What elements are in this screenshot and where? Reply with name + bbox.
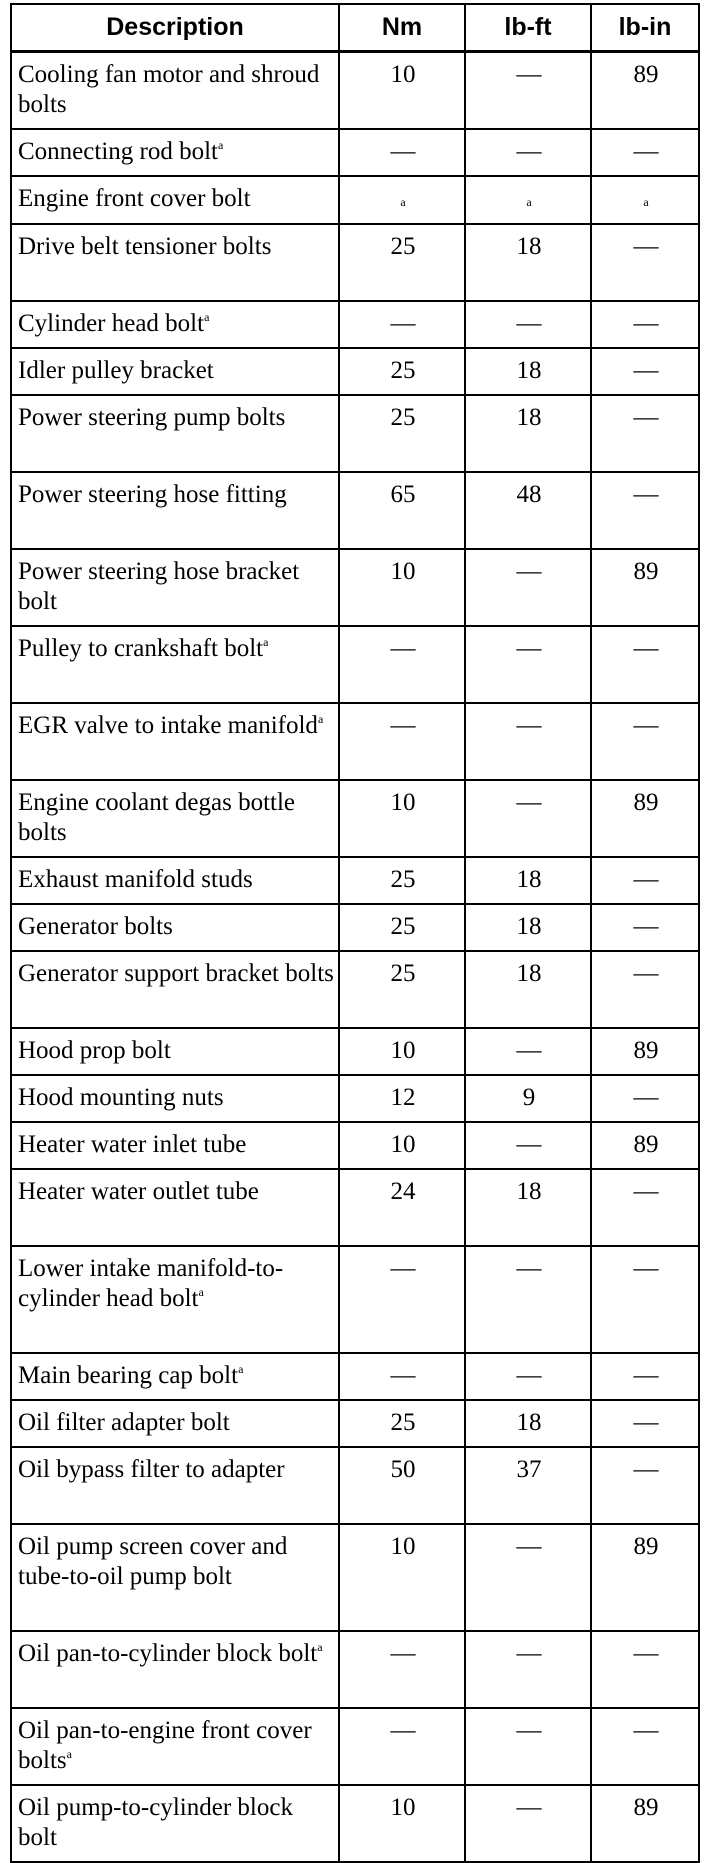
lb-in-cell: — [591,224,699,301]
lb-in-cell: — [591,1708,699,1785]
lb-ft-cell: — [465,52,591,130]
nm-cell: 12 [339,1075,465,1122]
table-row [11,1028,699,1075]
lb-in-cell: 89 [591,1028,699,1075]
lb-ft-cell: 18 [465,1400,591,1447]
description-cell: Pulley to crankshaft bolt$^a$ [11,626,339,703]
table-row [11,1785,699,1862]
nm-cell: — [339,1631,465,1708]
footnote-marker: a [238,1362,244,1376]
lb-ft-cell: 18 [465,951,591,1028]
table-row [11,703,699,780]
nm-cell: 24 [339,1169,465,1246]
lb-ft-cell: — [465,626,591,703]
lb-ft-cell: — [465,549,591,626]
description-cell: Hood mounting nuts [11,1075,339,1122]
table-row [11,857,699,904]
lb-in-cell: — [591,1075,699,1122]
lb-in-cell: — [591,301,699,348]
nm-cell: 25 [339,951,465,1028]
table-row [11,1631,699,1708]
table-row [11,129,699,176]
description-cell: Connecting rod bolt$^a$ [11,129,339,176]
lb-ft-cell: — [465,1028,591,1075]
lb-in-cell: 89 [591,52,699,130]
table-row [11,1708,699,1785]
description-cell: Oil pan-to-engine front cover bolts$^a$ [11,1708,339,1785]
lb-in-cell: — [591,1631,699,1708]
header-lb-ft: lb-ft [465,4,591,52]
footnote-marker: a [317,712,324,726]
nm-cell: — [339,626,465,703]
nm-cell: 25 [339,857,465,904]
nm-cell: 25 [339,1400,465,1447]
header-description: Description [11,4,339,52]
lb-ft-cell: — [465,1353,591,1400]
lb-ft-cell: — [465,703,591,780]
description-cell: Hood prop bolt [11,1028,339,1075]
lb-ft-cell: — [465,1246,591,1353]
header-lb-in: lb-in [591,4,699,52]
lb-in-cell: — [591,703,699,780]
lb-ft-cell: — [465,1122,591,1169]
table-row [11,1400,699,1447]
table-row [11,1169,699,1246]
nm-cell [339,176,465,224]
lb-in-cell: 89 [591,780,699,857]
lb-ft-cell: — [465,1785,591,1862]
table-row [11,780,699,857]
lb-in-cell: — [591,1169,699,1246]
lb-in-cell: — [591,348,699,395]
lb-in-cell: — [591,1447,699,1524]
description-cell: Heater water outlet tube [11,1169,339,1246]
footnote-marker: a [263,635,269,649]
description-cell: Power steering hose bracket bolt [11,549,339,626]
description-cell: Oil bypass filter to adapter [11,1447,339,1524]
header-nm: Nm [339,4,465,52]
lb-ft-cell: 18 [465,348,591,395]
lb-ft-cell: — [465,1631,591,1708]
lb-in-cell: 89 [591,1524,699,1631]
torque-spec-table [10,3,700,1863]
table-row [11,472,699,549]
table-row [11,549,699,626]
nm-cell: — [339,129,465,176]
table-row [11,224,699,301]
lb-in-cell: — [591,1353,699,1400]
lb-ft-cell: — [465,301,591,348]
lb-ft-cell: 18 [465,904,591,951]
lb-ft-cell: 18 [465,1169,591,1246]
lb-ft-cell: — [465,1524,591,1631]
description-cell: Power steering pump bolts [11,395,339,472]
table-row [11,176,699,224]
footnote-marker: a [217,138,224,152]
nm-cell: 25 [339,904,465,951]
nm-cell: — [339,1353,465,1400]
nm-cell: 25 [339,395,465,472]
footnote-marker: a [643,195,649,209]
lb-ft-cell: 18 [465,224,591,301]
lb-ft-cell: — [465,780,591,857]
lb-in-cell: — [591,857,699,904]
lb-ft-cell: — [465,129,591,176]
nm-cell: 10 [339,780,465,857]
description-cell: Main bearing cap bolt$^a$ [11,1353,339,1400]
description-cell: Exhaust manifold studs [11,857,339,904]
nm-cell: 10 [339,1028,465,1075]
lb-ft-cell: 37 [465,1447,591,1524]
description-cell: Idler pulley bracket [11,348,339,395]
footnote-marker: a [526,195,532,209]
footnote-marker: a [204,310,210,324]
table-row [11,395,699,472]
lb-in-cell: — [591,1246,699,1353]
table-row [11,52,699,130]
nm-cell: 10 [339,52,465,130]
footnote-marker: a [400,195,406,209]
table-row [11,951,699,1028]
lb-in-cell: — [591,951,699,1028]
nm-cell: 10 [339,1524,465,1631]
table-row [11,1353,699,1400]
lb-in-cell: 89 [591,1785,699,1862]
description-cell: Lower intake manifold-to-cylinder head bolt$^a$ [11,1246,339,1353]
lb-ft-cell [465,176,591,224]
table-row [11,904,699,951]
description-cell: Oil pan-to-cylinder block bolt$^a$ [11,1631,339,1708]
table-row [11,1075,699,1122]
lb-in-cell: — [591,395,699,472]
table-row [11,626,699,703]
description-cell: Drive belt tensioner bolts [11,224,339,301]
lb-ft-cell: 18 [465,857,591,904]
description-cell: Generator support bracket bolts [11,951,339,1028]
lb-in-cell: 89 [591,549,699,626]
lb-in-cell: — [591,472,699,549]
lb-ft-cell: 48 [465,472,591,549]
footnote-marker: a [66,1747,72,1761]
description-cell: Generator bolts [11,904,339,951]
lb-in-cell: — [591,129,699,176]
nm-cell: 10 [339,549,465,626]
header-row [11,4,699,52]
nm-cell: 10 [339,1785,465,1862]
description-cell: Oil filter adapter bolt [11,1400,339,1447]
nm-cell: — [339,1708,465,1785]
nm-cell: 25 [339,348,465,395]
table-row [11,301,699,348]
table-row [11,1447,699,1524]
description-cell: Heater water inlet tube [11,1122,339,1169]
description-cell: EGR valve to intake manifold$^a$ [11,703,339,780]
footnote-marker: a [317,1640,323,1654]
lb-ft-cell: 18 [465,395,591,472]
nm-cell: 25 [339,224,465,301]
table-row [11,1524,699,1631]
description-cell: Power steering hose fitting [11,472,339,549]
lb-in-cell [591,176,699,224]
nm-cell: — [339,301,465,348]
lb-ft-cell: 9 [465,1075,591,1122]
table-row [11,1122,699,1169]
nm-cell: 10 [339,1122,465,1169]
lb-in-cell: — [591,626,699,703]
footnote-marker: a [198,1285,204,1299]
description-cell: Oil pump-to-cylinder block bolt [11,1785,339,1862]
description-cell: Cooling fan motor and shroud bolts [11,52,339,130]
lb-ft-cell: — [465,1708,591,1785]
nm-cell: — [339,703,465,780]
nm-cell: 50 [339,1447,465,1524]
lb-in-cell: — [591,1400,699,1447]
table-row [11,1246,699,1353]
nm-cell: — [339,1246,465,1353]
description-cell: Engine front cover bolt [11,176,339,224]
lb-in-cell: 89 [591,1122,699,1169]
description-cell: Cylinder head bolt$^a$ [11,301,339,348]
nm-cell: 65 [339,472,465,549]
lb-in-cell: — [591,904,699,951]
description-cell: Engine coolant degas bottle bolts [11,780,339,857]
table-row [11,348,699,395]
description-cell: Oil pump screen cover and tube-to-oil pump bolt [11,1524,339,1631]
